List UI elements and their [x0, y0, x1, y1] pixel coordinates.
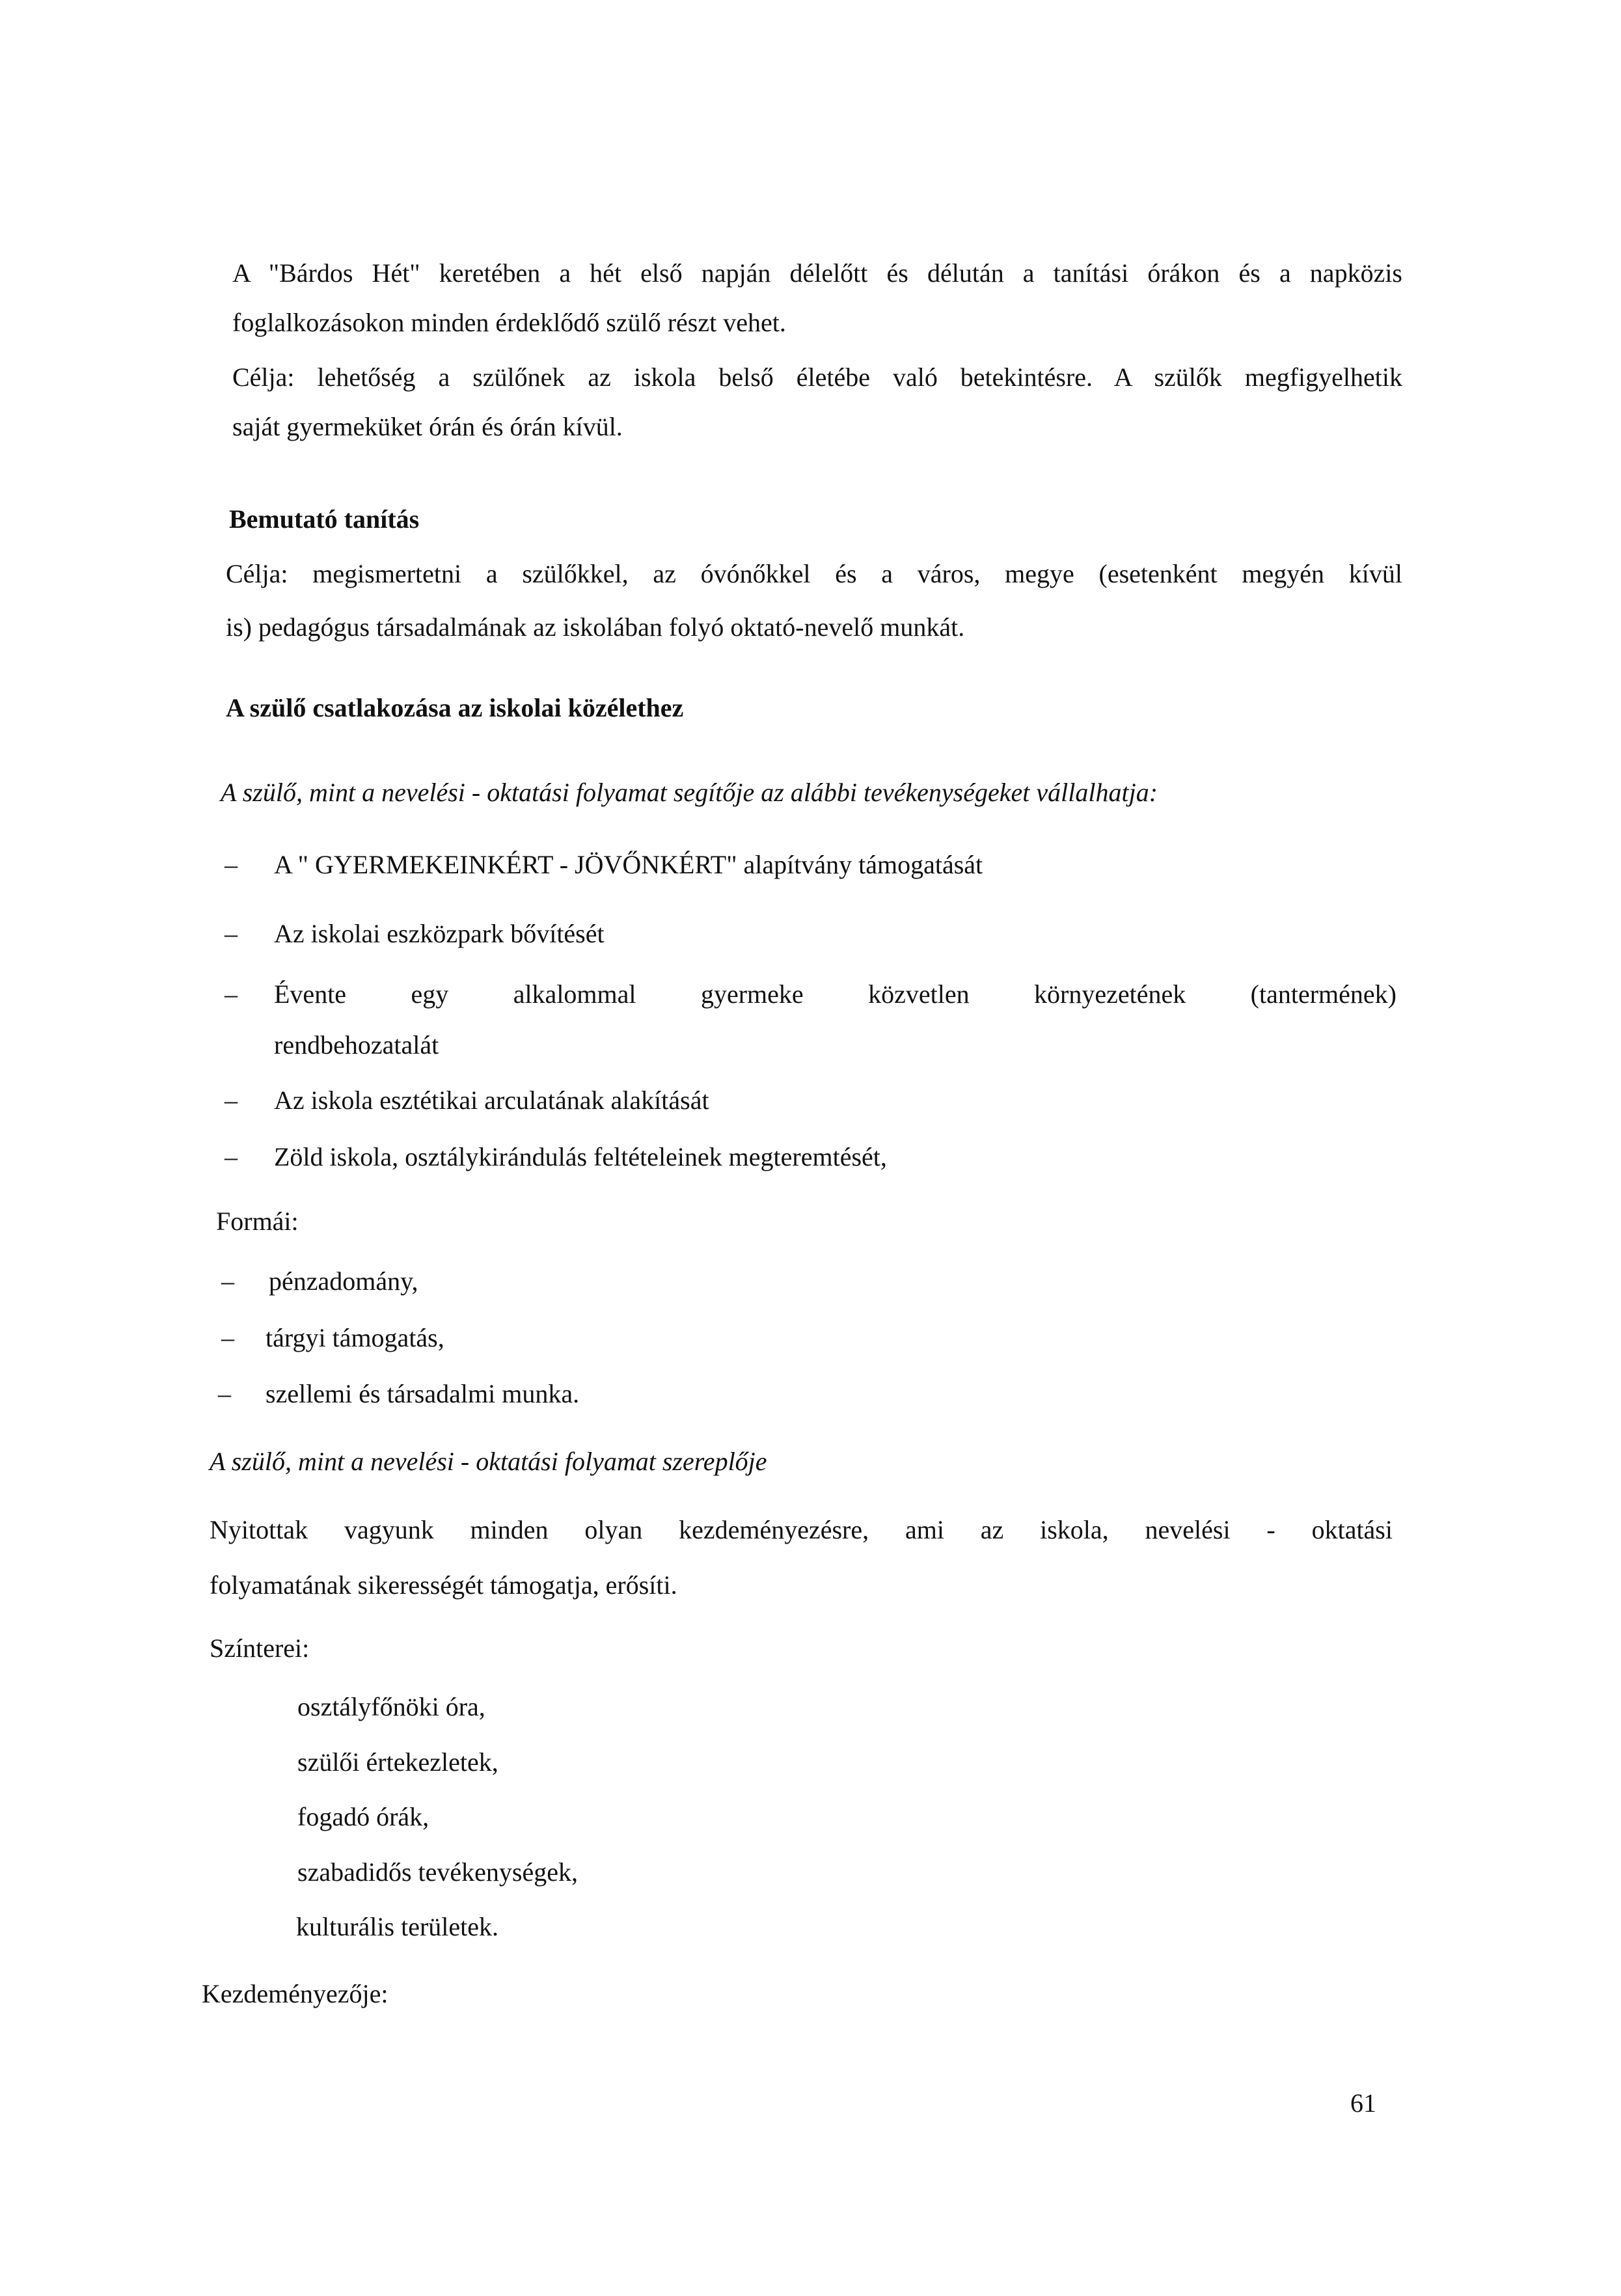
list-dash: – — [225, 1142, 238, 1171]
participant-line-2: folyamatának sikerességét támogatja, erősíti. — [210, 1570, 677, 1600]
forms-item: tárgyi támogatás, — [266, 1323, 444, 1352]
list-item: Az iskola esztétikai arculatának alakítását — [274, 1086, 709, 1115]
intro-line-2: foglalkozásokon minden érdeklődő szülő részt vehet. — [232, 308, 786, 337]
list-item: Évente egy alkalommal gyermeke közvetlen környezetének (tantermének) — [274, 979, 1396, 1009]
forms-item: szellemi és társadalmi munka. — [266, 1379, 580, 1408]
participant-subheading: A szülő, mint a nevelési - oktatási folyamat szereplője — [210, 1447, 767, 1476]
venues-item: kulturális területek. — [296, 1912, 499, 1941]
demo-teaching-heading: Bemutató tanítás — [229, 504, 420, 534]
venues-label: Színterei: — [210, 1633, 310, 1663]
forms-label: Formái: — [216, 1207, 299, 1236]
demo-teaching-line-2: is) pedagógus társadalmának az iskolában folyó oktató-nevelő munkát. — [226, 612, 965, 642]
intro-line-4: saját gyermeküket órán és órán kívül. — [232, 412, 623, 441]
list-dash: – — [225, 1086, 238, 1115]
list-dash: – — [225, 850, 238, 879]
page-number: 61 — [1350, 2088, 1376, 2118]
forms-item: pénzadomány, — [269, 1266, 418, 1296]
venues-item: szabadidős tevékenységek, — [297, 1857, 578, 1887]
venues-item: szülői értekezletek, — [297, 1747, 498, 1777]
parent-joining-heading: A szülő csatlakozása az iskolai közélethez — [226, 693, 684, 722]
intro-line-3: Célja: lehetőség a szülőnek az iskola belső életébe való betekintésre. A szülők megfigyelhetik — [232, 362, 1402, 392]
list-dash: – — [221, 1266, 234, 1296]
list-item-continuation: rendbehozatalát — [274, 1030, 439, 1059]
initiator-label: Kezdeményezője: — [202, 1979, 388, 2008]
list-item: Az iskolai eszközpark bővítését — [274, 919, 605, 948]
participant-line-1: Nyitottak vagyunk minden olyan kezdeményezésre, ami az iskola, nevelési - oktatási — [210, 1515, 1393, 1544]
list-dash: – — [221, 1323, 234, 1352]
list-dash: – — [225, 919, 238, 948]
venues-item: osztályfőnöki óra, — [297, 1692, 485, 1721]
demo-teaching-line-1: Célja: megismertetni a szülőkkel, az óvónőkkel és a város, megye (esetenként megyén kívül — [226, 559, 1402, 588]
venues-item: fogadó órák, — [297, 1802, 429, 1831]
intro-line-1: A "Bárdos Hét" keretében a hét első napján délelőtt és délután a tanítási órákon és a napközis — [232, 258, 1402, 288]
list-dash: – — [218, 1379, 231, 1408]
list-item: A " GYERMEKEINKÉRT - JÖVŐNKÉRT" alapítvány támogatását — [274, 850, 983, 879]
list-dash: – — [225, 979, 238, 1009]
parent-joining-subheading: A szülő, mint a nevelési - oktatási folyamat segítője az alábbi tevékenységeket vállalhatja: — [221, 778, 1158, 807]
list-item: Zöld iskola, osztálykirándulás feltételeinek megteremtését, — [274, 1142, 887, 1171]
